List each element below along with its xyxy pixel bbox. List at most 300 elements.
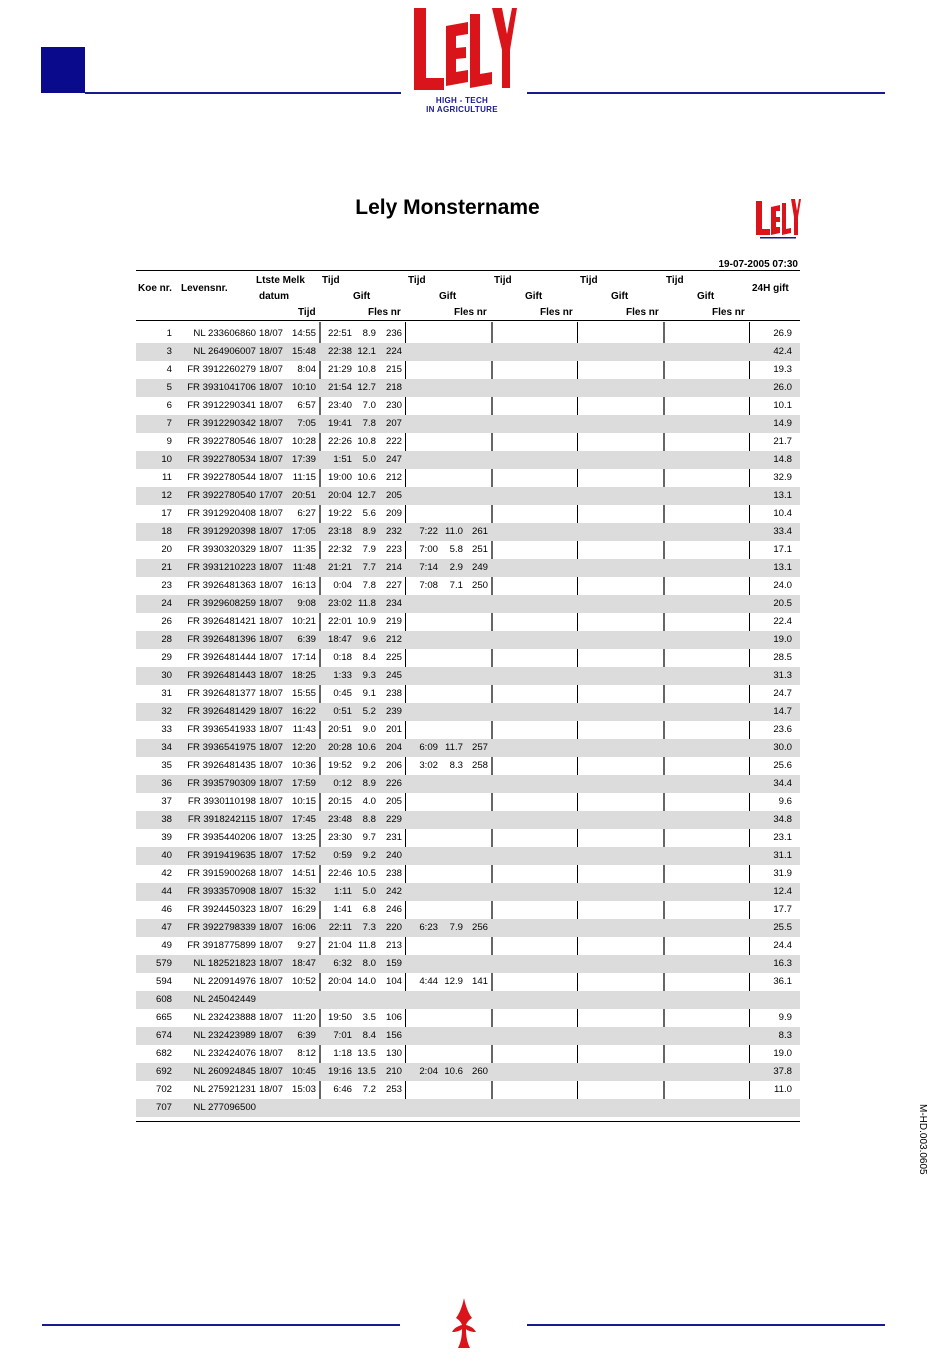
cell-datum: 18/07 bbox=[259, 940, 284, 951]
cell-24h-gift: 24.0 bbox=[773, 580, 792, 591]
cell-levensnr: NL 275921231 bbox=[193, 1084, 256, 1095]
cell-s1-fles: 230 bbox=[385, 400, 402, 411]
cell-s1-fles: 226 bbox=[385, 778, 402, 789]
cell-ltste-tijd: 10:36 bbox=[291, 760, 316, 771]
cell-koe-nr: 4 bbox=[166, 364, 172, 375]
cell-koe-nr: 1 bbox=[166, 328, 172, 339]
table-row bbox=[136, 883, 800, 901]
cell-koe-nr: 692 bbox=[155, 1066, 172, 1077]
cell-s1-tijd: 20:04 bbox=[327, 976, 352, 987]
cell-koe-nr: 32 bbox=[161, 706, 172, 717]
cell-s2-fles: 251 bbox=[471, 544, 488, 555]
cell-koe-nr: 26 bbox=[161, 616, 172, 627]
cell-s1-fles: 247 bbox=[385, 454, 402, 465]
table-row bbox=[136, 1063, 800, 1081]
cell-datum: 18/07 bbox=[259, 868, 284, 879]
cell-datum: 18/07 bbox=[259, 634, 284, 645]
cell-s1-gift: 13.5 bbox=[357, 1048, 376, 1059]
cell-s1-gift: 10.6 bbox=[357, 742, 376, 753]
cell-24h-gift: 24.4 bbox=[773, 940, 792, 951]
cell-levensnr: FR 3922780544 bbox=[187, 472, 256, 483]
cell-s1-gift: 7.9 bbox=[362, 544, 376, 555]
footer-rule-right bbox=[527, 1324, 885, 1326]
cell-levensnr: FR 3929608259 bbox=[187, 598, 256, 609]
cell-24h-gift: 19.0 bbox=[773, 634, 792, 645]
table-row bbox=[136, 595, 800, 613]
table-row bbox=[136, 343, 800, 361]
table-row bbox=[136, 559, 800, 577]
cell-s1-gift: 8.0 bbox=[362, 958, 376, 969]
cell-datum: 18/07 bbox=[259, 472, 284, 483]
table-row bbox=[136, 613, 800, 631]
cell-s1-fles: 238 bbox=[385, 868, 402, 879]
cell-ltste-tijd: 17:39 bbox=[291, 454, 316, 465]
cell-ltste-tijd: 11:35 bbox=[292, 544, 316, 555]
table-bottom-rule bbox=[136, 1121, 800, 1122]
cell-koe-nr: 34 bbox=[161, 742, 172, 753]
table-row bbox=[136, 505, 800, 523]
cell-s1-tijd: 20:04 bbox=[327, 490, 352, 501]
cell-s1-fles: 219 bbox=[385, 616, 402, 627]
cell-levensnr: NL 245042449 bbox=[193, 994, 256, 1005]
cell-levensnr: FR 3922780534 bbox=[187, 454, 256, 465]
table-row bbox=[136, 829, 800, 847]
cell-s1-fles: 210 bbox=[385, 1066, 402, 1077]
cell-ltste-tijd: 18:25 bbox=[291, 670, 316, 681]
cell-koe-nr: 38 bbox=[161, 814, 172, 825]
cell-levensnr: NL 264906007 bbox=[193, 346, 256, 357]
cell-ltste-tijd: 16:13 bbox=[291, 580, 316, 591]
cell-24h-gift: 10.1 bbox=[773, 400, 792, 411]
cell-ltste-tijd: 9:27 bbox=[297, 940, 316, 951]
cell-24h-gift: 20.5 bbox=[773, 598, 792, 609]
cell-s1-tijd: 19:41 bbox=[327, 418, 352, 429]
cell-ltste-tijd: 10:45 bbox=[291, 1066, 316, 1077]
cell-s1-tijd: 22:51 bbox=[327, 328, 352, 339]
cell-ltste-tijd: 10:52 bbox=[291, 976, 316, 987]
cell-s1-fles: 214 bbox=[385, 562, 402, 573]
cell-s1-tijd: 23:48 bbox=[327, 814, 352, 825]
cell-datum: 18/07 bbox=[259, 562, 284, 573]
document-code-text: M-HD.003.0605 bbox=[917, 1104, 928, 1175]
cell-ltste-tijd: 11:20 bbox=[292, 1012, 316, 1023]
cell-s1-fles: 227 bbox=[385, 580, 402, 591]
cell-s2-tijd: 7:00 bbox=[419, 544, 438, 555]
cell-datum: 18/07 bbox=[259, 1066, 284, 1077]
cell-ltste-tijd: 13:25 bbox=[291, 832, 316, 843]
cell-s1-tijd: 23:40 bbox=[327, 400, 352, 411]
table-row bbox=[136, 361, 800, 379]
cell-koe-nr: 49 bbox=[161, 940, 172, 951]
table-row bbox=[136, 991, 800, 1009]
cell-koe-nr: 40 bbox=[161, 850, 172, 861]
cell-ltste-tijd: 7:05 bbox=[297, 418, 316, 429]
header-s3-fles: Fles nr bbox=[540, 307, 573, 318]
cell-s1-fles: 222 bbox=[385, 436, 402, 447]
header-s1-fles: Fles nr bbox=[368, 307, 401, 318]
cell-s2-tijd: 4:44 bbox=[419, 976, 438, 987]
cell-s1-tijd: 21:29 bbox=[327, 364, 352, 375]
cell-s1-gift: 8.9 bbox=[362, 526, 376, 537]
cell-s2-gift: 12.9 bbox=[444, 976, 463, 987]
cell-levensnr: FR 3918242115 bbox=[187, 814, 256, 825]
cell-datum: 18/07 bbox=[259, 796, 284, 807]
table-row bbox=[136, 703, 800, 721]
cell-ltste-tijd: 14:51 bbox=[291, 868, 316, 879]
cell-levensnr: FR 3912290342 bbox=[187, 418, 256, 429]
cell-koe-nr: 682 bbox=[155, 1048, 172, 1059]
cell-s1-fles: 213 bbox=[385, 940, 402, 951]
cell-24h-gift: 9.9 bbox=[778, 1012, 792, 1023]
cell-s1-fles: 215 bbox=[385, 364, 402, 375]
cell-ltste-tijd: 18:47 bbox=[291, 958, 316, 969]
cell-s2-tijd: 7:14 bbox=[419, 562, 438, 573]
cell-datum: 18/07 bbox=[259, 832, 284, 843]
table-row bbox=[136, 775, 800, 793]
cell-levensnr: NL 232424076 bbox=[193, 1048, 256, 1059]
cell-s2-gift: 11.7 bbox=[445, 742, 463, 753]
header-s4-tijd: Tijd bbox=[580, 275, 598, 286]
cell-s2-fles: 256 bbox=[471, 922, 488, 933]
cell-levensnr: NL 277096500 bbox=[193, 1102, 256, 1113]
cell-ltste-tijd: 8:04 bbox=[297, 364, 316, 375]
lely-emblem-icon bbox=[450, 1298, 478, 1350]
cell-24h-gift: 25.5 bbox=[773, 922, 792, 933]
cell-levensnr: FR 3912260279 bbox=[187, 364, 256, 375]
table-row bbox=[136, 451, 800, 469]
cell-s1-gift: 5.2 bbox=[362, 706, 376, 717]
cell-s1-fles: 106 bbox=[385, 1012, 402, 1023]
cell-levensnr: FR 3931210223 bbox=[187, 562, 256, 573]
cell-datum: 18/07 bbox=[259, 778, 284, 789]
cell-s1-fles: 205 bbox=[385, 490, 402, 501]
cell-levensnr: NL 232423888 bbox=[193, 1012, 256, 1023]
cell-koe-nr: 33 bbox=[161, 724, 172, 735]
cell-s1-tijd: 1:18 bbox=[333, 1048, 352, 1059]
cell-24h-gift: 25.6 bbox=[773, 760, 792, 771]
table-row bbox=[136, 919, 800, 937]
cell-koe-nr: 10 bbox=[161, 454, 172, 465]
cell-levensnr: FR 3935440206 bbox=[187, 832, 256, 843]
header-s5-fles: Fles nr bbox=[712, 307, 745, 318]
cell-s1-tijd: 21:21 bbox=[327, 562, 352, 573]
cell-datum: 18/07 bbox=[259, 1048, 284, 1059]
cell-s1-fles: 212 bbox=[385, 472, 402, 483]
table-row bbox=[136, 325, 800, 343]
cell-s1-gift: 8.4 bbox=[362, 652, 376, 663]
cell-ltste-tijd: 17:14 bbox=[291, 652, 316, 663]
cell-s1-tijd: 20:28 bbox=[327, 742, 352, 753]
header-koe-nr: Koe nr. bbox=[138, 283, 172, 294]
cell-koe-nr: 36 bbox=[161, 778, 172, 789]
cell-ltste-tijd: 9:08 bbox=[297, 598, 316, 609]
cell-koe-nr: 608 bbox=[155, 994, 172, 1005]
cell-koe-nr: 702 bbox=[155, 1084, 172, 1095]
cell-s1-gift: 10.8 bbox=[357, 436, 376, 447]
cell-s1-fles: 245 bbox=[385, 670, 402, 681]
cell-levensnr: NL 182521823 bbox=[193, 958, 256, 969]
header-rule bbox=[136, 320, 800, 321]
table-row bbox=[136, 667, 800, 685]
cell-s1-tijd: 22:11 bbox=[328, 922, 352, 933]
cell-s1-gift: 7.0 bbox=[362, 400, 376, 411]
cell-levensnr: FR 3926481396 bbox=[187, 634, 256, 645]
cell-s1-tijd: 1:51 bbox=[333, 454, 352, 465]
table-row bbox=[136, 415, 800, 433]
cell-datum: 18/07 bbox=[259, 364, 284, 375]
table-row bbox=[136, 793, 800, 811]
cell-24h-gift: 24.7 bbox=[773, 688, 792, 699]
cell-s1-tijd: 6:32 bbox=[333, 958, 352, 969]
cell-ltste-tijd: 6:39 bbox=[297, 1030, 316, 1041]
cell-s1-gift: 12.1 bbox=[357, 346, 376, 357]
cell-datum: 18/07 bbox=[259, 724, 284, 735]
cell-s1-fles: 205 bbox=[385, 796, 402, 807]
cell-koe-nr: 12 bbox=[161, 490, 172, 501]
cell-s1-gift: 9.7 bbox=[362, 832, 376, 843]
cell-s2-tijd: 7:22 bbox=[419, 526, 438, 537]
cell-s1-gift: 8.4 bbox=[362, 1030, 376, 1041]
cell-s1-gift: 3.5 bbox=[362, 1012, 376, 1023]
cell-koe-nr: 579 bbox=[155, 958, 172, 969]
cell-s1-gift: 5.0 bbox=[362, 886, 376, 897]
cell-ltste-tijd: 6:39 bbox=[297, 634, 316, 645]
cell-s1-gift: 7.8 bbox=[362, 418, 376, 429]
cell-s1-fles: 236 bbox=[385, 328, 402, 339]
cell-datum: 18/07 bbox=[259, 382, 284, 393]
table-row bbox=[136, 1009, 800, 1027]
sample-table bbox=[136, 270, 800, 1122]
cell-s1-gift: 10.5 bbox=[357, 868, 376, 879]
cell-levensnr: FR 3933570908 bbox=[187, 886, 256, 897]
footer-rule-left bbox=[42, 1324, 400, 1326]
cell-24h-gift: 14.8 bbox=[773, 454, 792, 465]
cell-24h-gift: 17.7 bbox=[773, 904, 792, 915]
cell-koe-nr: 30 bbox=[161, 670, 172, 681]
cell-datum: 17/07 bbox=[259, 490, 284, 501]
cell-levensnr: FR 3926481363 bbox=[187, 580, 256, 591]
table-row bbox=[136, 397, 800, 415]
cell-s1-gift: 5.6 bbox=[362, 508, 376, 519]
cell-koe-nr: 3 bbox=[166, 346, 172, 357]
cell-24h-gift: 19.3 bbox=[773, 364, 792, 375]
cell-datum: 18/07 bbox=[259, 670, 284, 681]
tagline-line-1: HIGH - TECH bbox=[435, 96, 489, 105]
logo-tagline bbox=[404, 96, 520, 114]
cell-koe-nr: 18 bbox=[161, 526, 172, 537]
cell-levensnr: FR 3926481435 bbox=[187, 760, 256, 771]
cell-s1-tijd: 23:30 bbox=[327, 832, 352, 843]
cell-s2-gift: 7.1 bbox=[449, 580, 463, 591]
cell-koe-nr: 29 bbox=[161, 652, 172, 663]
header-24h-gift: 24H gift bbox=[752, 283, 789, 294]
cell-ltste-tijd: 17:45 bbox=[291, 814, 316, 825]
cell-datum: 18/07 bbox=[259, 1030, 284, 1041]
table-row bbox=[136, 865, 800, 883]
cell-levensnr: FR 3918775899 bbox=[187, 940, 256, 951]
cell-s1-gift: 11.8 bbox=[358, 598, 376, 609]
cell-s2-fles: 250 bbox=[471, 580, 488, 591]
cell-ltste-tijd: 15:48 bbox=[291, 346, 316, 357]
table-row bbox=[136, 955, 800, 973]
header-levensnr: Levensnr. bbox=[181, 283, 228, 294]
cell-levensnr: FR 3926481377 bbox=[187, 688, 256, 699]
cell-ltste-tijd: 16:22 bbox=[291, 706, 316, 717]
table-row bbox=[136, 433, 800, 451]
table-row bbox=[136, 523, 800, 541]
cell-s1-fles: 159 bbox=[385, 958, 402, 969]
cell-24h-gift: 26.0 bbox=[773, 382, 792, 393]
cell-24h-gift: 21.7 bbox=[773, 436, 792, 447]
cell-s2-gift: 10.6 bbox=[444, 1066, 463, 1077]
cell-24h-gift: 36.1 bbox=[773, 976, 792, 987]
table-row bbox=[136, 973, 800, 991]
cell-24h-gift: 14.7 bbox=[773, 706, 792, 717]
cell-datum: 18/07 bbox=[259, 400, 284, 411]
cell-datum: 18/07 bbox=[259, 544, 284, 555]
cell-s1-tijd: 1:41 bbox=[333, 904, 352, 915]
cell-s1-fles: 130 bbox=[385, 1048, 402, 1059]
cell-levensnr: FR 3912290341 bbox=[187, 400, 256, 411]
cell-s1-tijd: 19:22 bbox=[327, 508, 352, 519]
cell-s1-fles: 223 bbox=[385, 544, 402, 555]
cell-koe-nr: 35 bbox=[161, 760, 172, 771]
cell-s1-gift: 9.2 bbox=[362, 850, 376, 861]
cell-24h-gift: 31.3 bbox=[773, 670, 792, 681]
header-s2-gift: Gift bbox=[439, 291, 457, 302]
cell-datum: 18/07 bbox=[259, 760, 284, 771]
cell-datum: 18/07 bbox=[259, 958, 284, 969]
cell-s2-tijd: 6:23 bbox=[419, 922, 438, 933]
cell-s2-fles: 257 bbox=[471, 742, 488, 753]
cell-levensnr: FR 3922780546 bbox=[187, 436, 256, 447]
cell-s1-gift: 10.6 bbox=[357, 472, 376, 483]
cell-24h-gift: 13.1 bbox=[773, 562, 792, 573]
cell-s1-fles: 207 bbox=[385, 418, 402, 429]
cell-s1-gift: 9.2 bbox=[362, 760, 376, 771]
cell-s1-tijd: 22:26 bbox=[327, 436, 352, 447]
cell-datum: 18/07 bbox=[259, 886, 284, 897]
cell-24h-gift: 13.1 bbox=[773, 490, 792, 501]
cell-s1-fles: 204 bbox=[385, 742, 402, 753]
cell-levensnr: FR 3926481429 bbox=[187, 706, 256, 717]
cell-s1-tijd: 7:01 bbox=[333, 1030, 352, 1041]
cell-s1-tijd: 21:54 bbox=[327, 382, 352, 393]
cell-24h-gift: 22.4 bbox=[773, 616, 792, 627]
cell-s1-gift: 7.7 bbox=[362, 562, 376, 573]
cell-levensnr: FR 3931041706 bbox=[187, 382, 256, 393]
cell-s1-gift: 6.8 bbox=[362, 904, 376, 915]
cell-s1-gift: 12.7 bbox=[357, 490, 376, 501]
cell-24h-gift: 19.0 bbox=[773, 1048, 792, 1059]
cell-s1-gift: 9.6 bbox=[362, 634, 376, 645]
cell-s2-fles: 261 bbox=[471, 526, 488, 537]
cell-s1-gift: 12.7 bbox=[357, 382, 376, 393]
cell-s1-tijd: 0:04 bbox=[333, 580, 352, 591]
cell-ltste-tijd: 17:05 bbox=[291, 526, 316, 537]
cell-s1-fles: 209 bbox=[385, 508, 402, 519]
table-row bbox=[136, 469, 800, 487]
cell-s1-tijd: 1:11 bbox=[334, 886, 352, 897]
report-title: Lely Monstername bbox=[355, 196, 540, 219]
table-row bbox=[136, 1081, 800, 1099]
cell-s1-tijd: 22:46 bbox=[327, 868, 352, 879]
header-s2-fles: Fles nr bbox=[454, 307, 487, 318]
cell-ltste-tijd: 10:21 bbox=[291, 616, 316, 627]
cell-s1-gift: 9.0 bbox=[362, 724, 376, 735]
cell-s1-tijd: 0:51 bbox=[333, 706, 352, 717]
cell-datum: 18/07 bbox=[259, 904, 284, 915]
cell-24h-gift: 32.9 bbox=[773, 472, 792, 483]
cell-s2-fles: 249 bbox=[471, 562, 488, 573]
cell-datum: 18/07 bbox=[259, 436, 284, 447]
cell-s1-gift: 10.9 bbox=[357, 616, 376, 627]
cell-s2-gift: 7.9 bbox=[449, 922, 463, 933]
cell-datum: 18/07 bbox=[259, 814, 284, 825]
table-row bbox=[136, 379, 800, 397]
cell-levensnr: FR 3912920408 bbox=[187, 508, 256, 519]
cell-s1-gift: 9.3 bbox=[362, 670, 376, 681]
cell-koe-nr: 707 bbox=[155, 1102, 172, 1113]
document-code bbox=[906, 1104, 940, 1175]
cell-datum: 18/07 bbox=[259, 508, 284, 519]
cell-datum: 18/07 bbox=[259, 850, 284, 861]
table-row bbox=[136, 1099, 800, 1117]
table-body bbox=[136, 325, 800, 1117]
cell-s1-fles: 225 bbox=[385, 652, 402, 663]
cell-s1-fles: 240 bbox=[385, 850, 402, 861]
cell-24h-gift: 37.8 bbox=[773, 1066, 792, 1077]
table-row bbox=[136, 757, 800, 775]
cell-s1-gift: 14.0 bbox=[357, 976, 376, 987]
cell-datum: 18/07 bbox=[259, 706, 284, 717]
cell-s2-gift: 8.3 bbox=[449, 760, 463, 771]
cell-ltste-tijd: 16:29 bbox=[291, 904, 316, 915]
cell-s1-tijd: 22:32 bbox=[327, 544, 352, 555]
table-top-rule bbox=[136, 270, 800, 271]
cell-s1-fles: 212 bbox=[385, 634, 402, 645]
cell-ltste-tijd: 17:52 bbox=[291, 850, 316, 861]
cell-ltste-tijd: 10:15 bbox=[291, 796, 316, 807]
cell-datum: 18/07 bbox=[259, 598, 284, 609]
table-row bbox=[136, 685, 800, 703]
cell-koe-nr: 42 bbox=[161, 868, 172, 879]
cell-s1-tijd: 0:18 bbox=[333, 652, 352, 663]
cell-s1-fles: 224 bbox=[385, 346, 402, 357]
cell-s1-tijd: 20:51 bbox=[327, 724, 352, 735]
cell-s1-fles: 234 bbox=[385, 598, 402, 609]
table-row bbox=[136, 811, 800, 829]
cell-s1-fles: 201 bbox=[385, 724, 402, 735]
cell-datum: 18/07 bbox=[259, 346, 284, 357]
cell-koe-nr: 17 bbox=[161, 508, 172, 519]
cell-koe-nr: 44 bbox=[161, 886, 172, 897]
cell-24h-gift: 9.6 bbox=[778, 796, 792, 807]
cell-s2-tijd: 7:08 bbox=[419, 580, 438, 591]
cell-s1-fles: 104 bbox=[385, 976, 402, 987]
cell-s2-tijd: 3:02 bbox=[419, 760, 438, 771]
header-ltste-melk: Ltste Melk bbox=[256, 275, 305, 286]
cell-koe-nr: 28 bbox=[161, 634, 172, 645]
cell-24h-gift: 11.0 bbox=[774, 1084, 792, 1095]
cell-s1-gift: 5.0 bbox=[362, 454, 376, 465]
header-s4-gift: Gift bbox=[611, 291, 629, 302]
cell-s1-fles: 253 bbox=[385, 1084, 402, 1095]
cell-ltste-tijd: 20:51 bbox=[291, 490, 316, 501]
cell-s2-tijd: 6:09 bbox=[419, 742, 438, 753]
cell-24h-gift: 28.5 bbox=[773, 652, 792, 663]
cell-24h-gift: 8.3 bbox=[778, 1030, 792, 1041]
